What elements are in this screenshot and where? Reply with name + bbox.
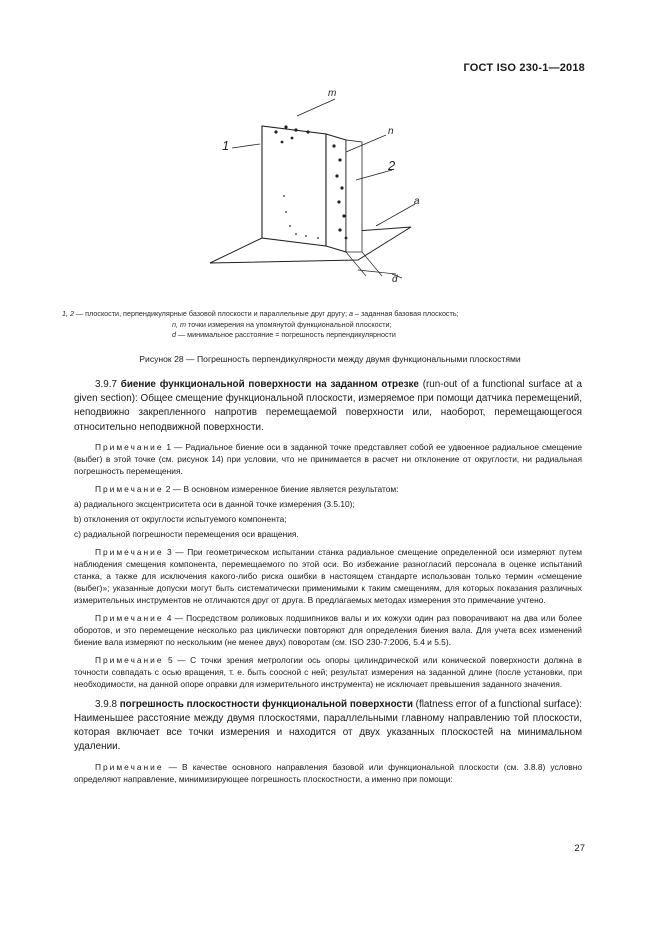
- note-6: Примечание — В качестве основного направления базовой или функциональной плоскости (см. 3.8.8) условно определяют направление, минимизирующее погрешность плоскостности, а именно при помощи:: [74, 761, 582, 784]
- figure-label-a: a: [414, 196, 420, 207]
- page-number: 27: [574, 843, 585, 854]
- standard-code: ГОСТ ISO 230-1—2018: [463, 62, 585, 74]
- document-body: [74, 378, 582, 785]
- legend-line-1: 1, 2 — плоскости, перпендикулярные базовой плоскости и параллельные друг другу; a – заданная базовая плоскость;: [62, 309, 459, 318]
- figure-label-1: 1: [222, 138, 230, 153]
- plane-1: [262, 126, 326, 246]
- legend-line-3: d — минимальное расстояние = погрешность перпендикулярности: [172, 330, 396, 339]
- section-3-9-7: 3.9.7 биение функциональной поверхности на заданном отрезке (run-out of a functional surface at a given section): Общее смещение функциональной плоскости, измеряемое при помощи датчика перемещений, неподвижно закрепленного напротив перемещаемой поверхности или, наоборот, перемещающегося относительно неподвижной поверхности.: [74, 379, 582, 433]
- list-item-c: c) радиальной погрешности перемещения оси вращения.: [74, 528, 299, 539]
- figure-label-2: 2: [388, 158, 396, 173]
- note-1: Примечание 1 — Радиальное биение оси в заданной точке представляет собой ее удвоенное радиальное смещение (выбег) в этой точке (см. рисунок 14) при условии, что не принимается в расчет ни отклонение от округлости, ни радиальная погрешность перемещения.: [74, 441, 582, 476]
- note-5: Примечание 5 — С точки зрения метрологии ось опоры цилиндрической или конической поверхности должна в точности совпадать с осью вращения, т. е. быть соосной с ней; результат измерения на заданной длине (после установки, при необходимости, на данной опоре оправки для измерительного инструмента) не исключает превышения заданного значения.: [74, 654, 582, 689]
- section-3-9-8: 3.9.8 погрешность плоскостности функциональной поверхности (flatness error of a functional surface): Наименьшее расстояние между двумя плоскостями, параллельными главному направлению той плоскости, которая включает все точки измерения и находится от двух указанных плоскостей на минимальном удалении.: [74, 698, 582, 753]
- note-4: Примечание 4 — Посредством роликовых подшипников валы и их кожухи один раз поворачивают на два или более оборотов, и это перемещение несколько раз циклически повторяют для определения биения вала. Для учета всех изменений биение вала измеряют по нескольким (не менее двух) поворотам (см. ISO 230-7:2006, 5.4 и 5.5).: [74, 612, 582, 647]
- legend-line-2: n, m точки измерения на упомянутой функциональной плоскости;: [172, 319, 392, 329]
- note-3: Примечание 3 — При геометрическом испытании станка радиальное смещение определенной оси измеряют путем наблюдения смещения компонента, перемещаемого по этой оси. Во избежание разногласий персонала в оценке испытаний станка, а также для исключения какого-либо риска ошибки в настоящем стандарте использован только термин «смещение (выбег)»; указанные допуски могут быть систематически применимыми к таким смещениям, для которых показания различных измерительных инструментов не отличаются друг от друга. В предлагаемых методах измерения это примечание учтено.: [74, 546, 582, 605]
- perpendicularity-figure: [196, 86, 441, 286]
- figure-label-m: m: [328, 88, 337, 99]
- plane-2: [326, 134, 346, 252]
- list-item-b: b) отклонения от округлости испытуемого компонента;: [74, 513, 287, 524]
- note-2: Примечание 2 — В основном измеренное биение является результатом:: [95, 483, 399, 494]
- list-item-a: a) радиального эксцентриситета оси в данной точке измерения (3.5.10);: [74, 498, 355, 509]
- figure-caption: Рисунок 28 — Погрешность перпендикулярности между двумя функциональными плоскостями: [139, 354, 521, 364]
- figure-label-n: n: [388, 126, 394, 137]
- figure-legend: [62, 309, 602, 341]
- figure-label-d: d: [392, 274, 398, 285]
